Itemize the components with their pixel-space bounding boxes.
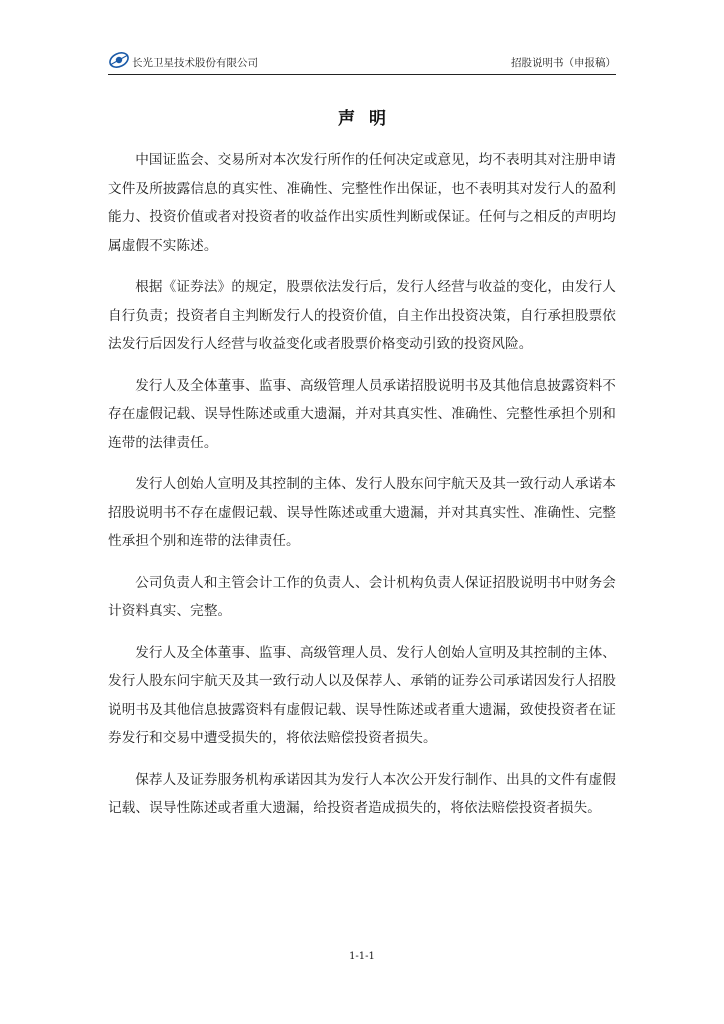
paragraph: 发行人创始人宣明及其控制的主体、发行人股东问宇航天及其一致行动人承诺本招股说明书不存在虚假记载、误导性陈述或重大遗漏，并对其真实性、准确性、完整性承担个别和连带的法律责任。	[108, 476, 616, 549]
company-logo-icon	[108, 51, 130, 69]
paragraph: 发行人及全体董事、监事、高级管理人员、发行人创始人宣明及其控制的主体、发行人股东问宇航天及其一致行动人以及保荐人、承销的证券公司承诺因发行人招股说明书及其他信息披露资料有虚假记载、误导性陈述或者重大遗漏，致使投资者在证券发行和交易中遭受损失的，将依法赔偿投资者损失。	[108, 644, 616, 746]
document-name: 招股说明书（申报稿）	[511, 57, 616, 69]
page-number: 1-1-1	[349, 951, 375, 962]
page-title: 声明	[338, 109, 400, 129]
company-name: 长光卫星技术股份有限公司	[132, 57, 258, 69]
statement-body	[108, 146, 616, 836]
paragraph: 保荐人及证券服务机构承诺因其为发行人本次公开发行制作、出具的文件有虚假记载、误导性陈述或者重大遗漏，给投资者造成损失的，将依法赔偿投资者损失。	[108, 771, 616, 816]
paragraph: 根据《证券法》的规定，股票依法发行后，发行人经营与收益的变化，由发行人自行负责；投资者自主判断发行人的投资价值，自主作出投资决策，自行承担股票依法发行后因发行人经营与收益变化或者股票价格变动引致的投资风险。	[108, 279, 616, 352]
paragraph: 发行人及全体董事、监事、高级管理人员承诺招股说明书及其他信息披露资料不存在虚假记载、误导性陈述或重大遗漏，并对其真实性、准确性、完整性承担个别和连带的法律责任。	[108, 377, 616, 451]
page-header	[108, 50, 616, 75]
paragraph: 公司负责人和主管会计工作的负责人、会计机构负责人保证招股说明书中财务会计资料真实、完整。	[108, 574, 616, 619]
paragraph: 中国证监会、交易所对本次发行所作的任何决定或意见，均不表明其对注册申请文件及所披露信息的真实性、准确性、完整性作出保证，也不表明其对发行人的盈利能力、投资价值或者对投资者的收益作出实质性判断或保证。任何与之相反的声明均属虚假不实陈述。	[108, 152, 616, 254]
